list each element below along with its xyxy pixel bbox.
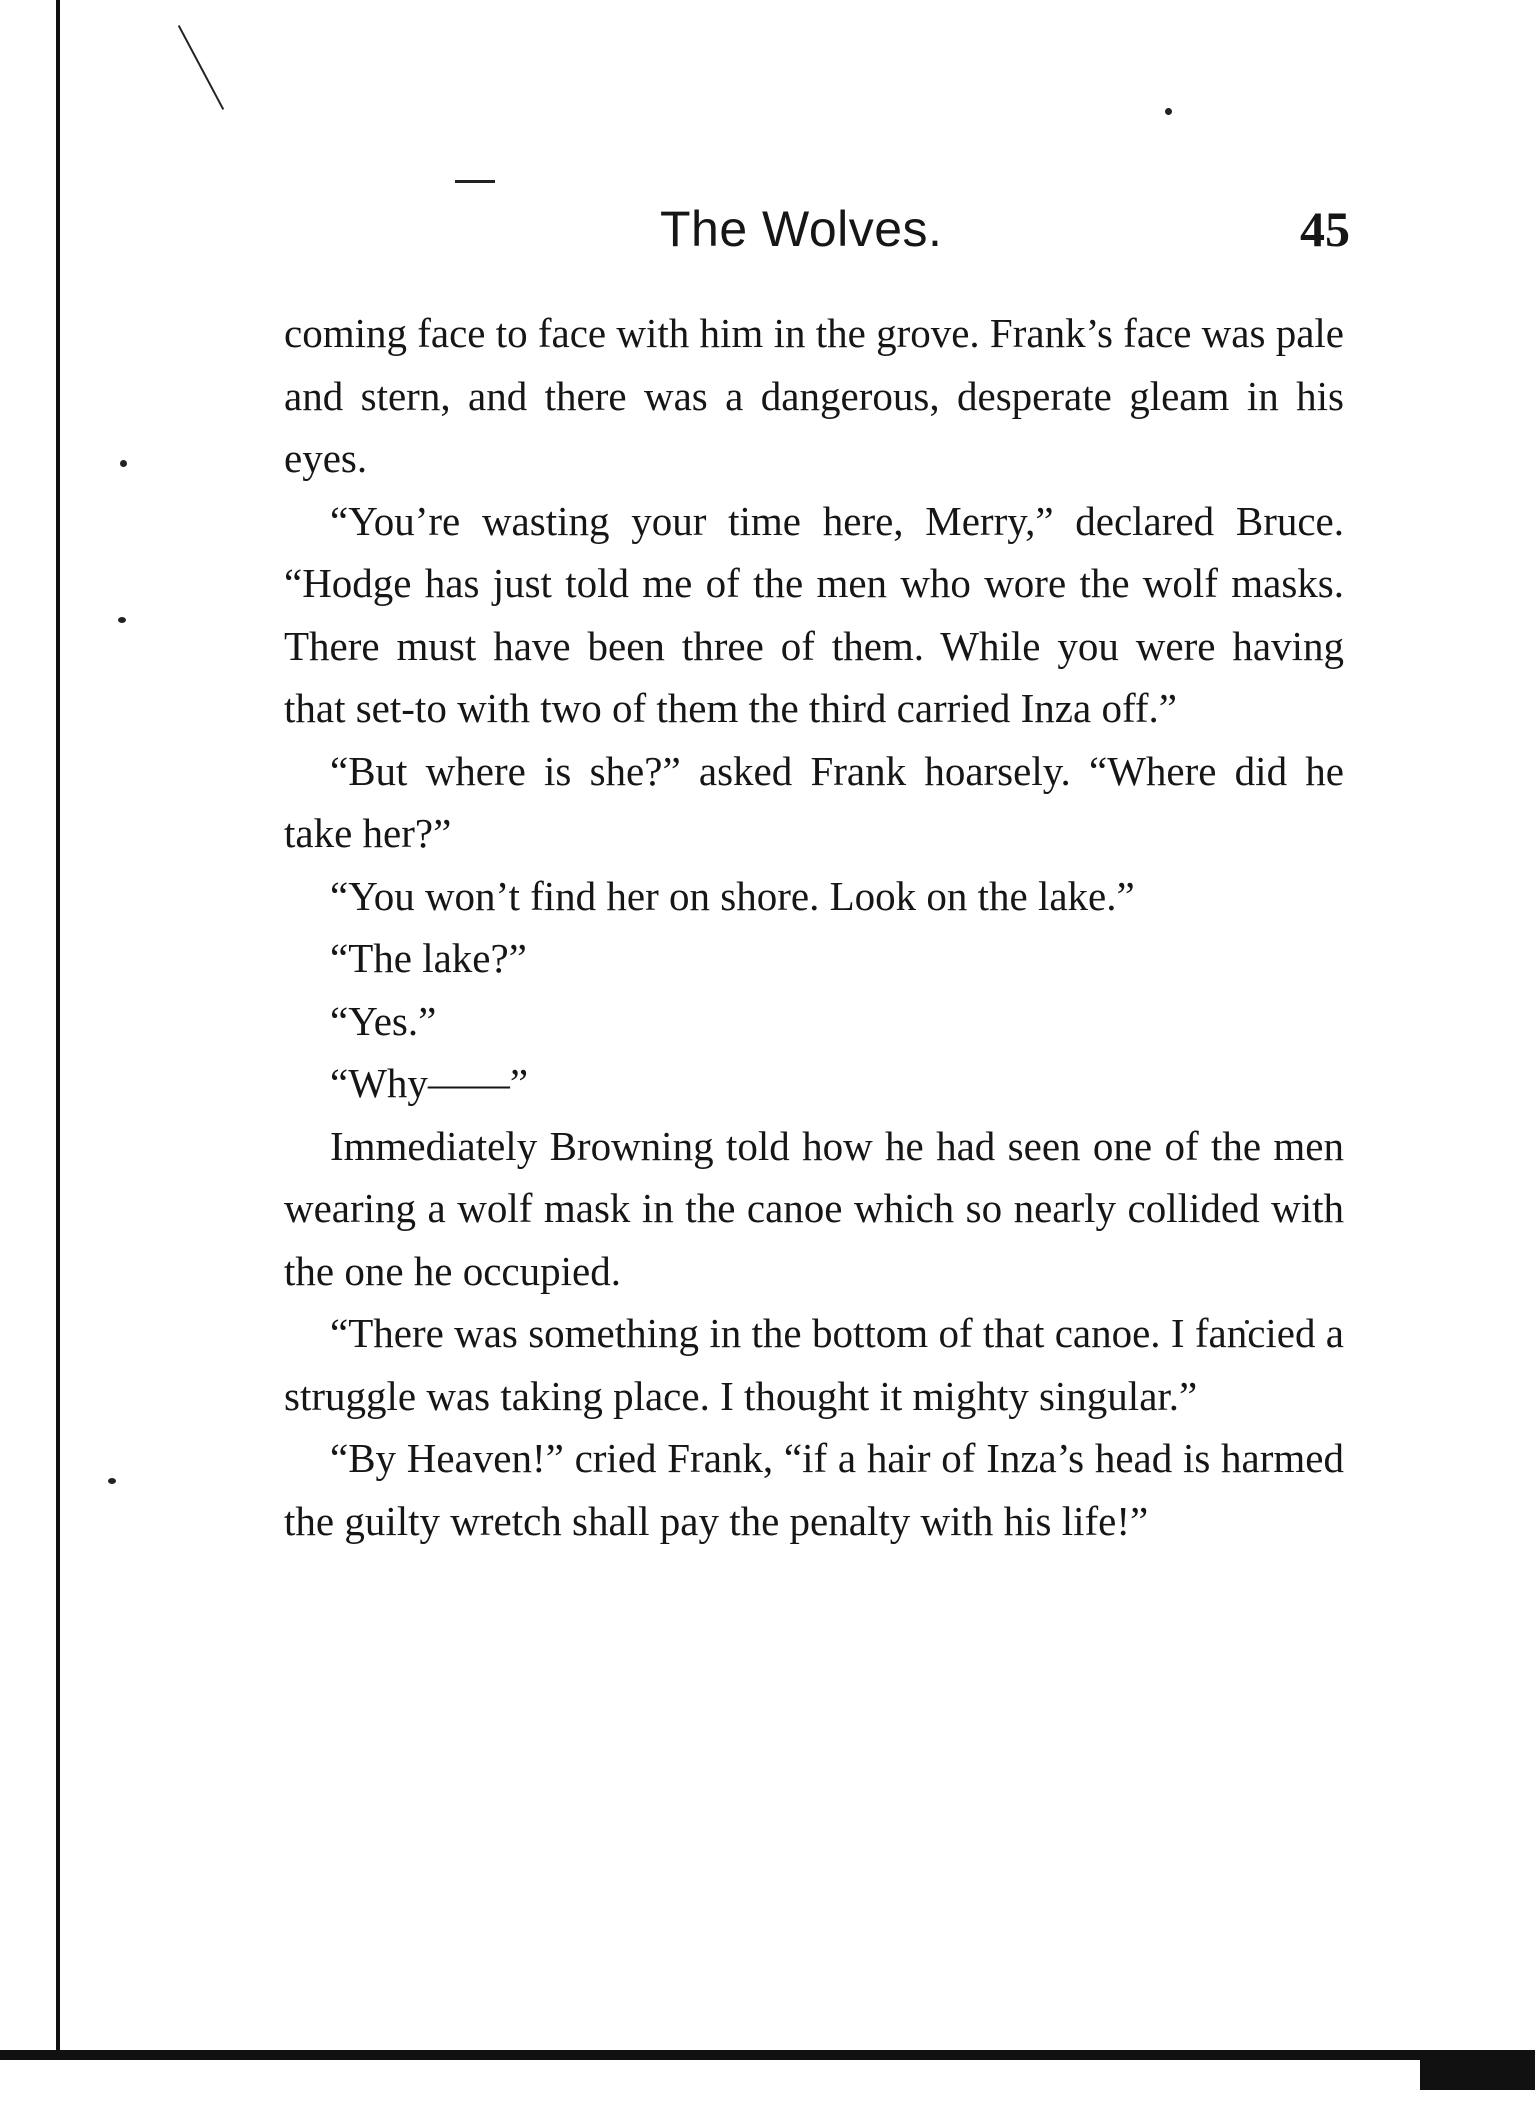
scan-mark (455, 180, 495, 183)
bottom-edge-rule (0, 2050, 1535, 2060)
body-text (284, 302, 1344, 1552)
scan-mark (178, 25, 224, 110)
paragraph: “You’re wasting your time here, Merry,” declared Bruce. “Hodge has just told me of the men who wore the wolf masks. There must have been three of them. While you were having that set-to with two of them the third carried Inza off.” (284, 497, 1344, 731)
paragraph: “There was something in the bottom of that canoe. I fancied a struggle was taking place. I thought it mighty singular.” (284, 1310, 1344, 1419)
chapter-title: The Wolves. (660, 201, 943, 257)
scan-speck (120, 460, 127, 467)
scan-speck (118, 617, 126, 623)
paragraph: “But where is she?” asked Frank hoarsely. “Where did he take her?” (284, 747, 1344, 856)
paragraph: “You won’t find her on shore. Look on the lake.” (330, 872, 1135, 919)
scan-speck (1165, 108, 1172, 115)
bottom-edge-corner (1420, 2060, 1535, 2090)
binding-edge-line (56, 0, 60, 2050)
running-head (290, 200, 1350, 270)
scan-speck (108, 1478, 116, 1484)
paragraph: “By Heaven!” cried Frank, “if a hair of Inza’s head is harmed the guilty wretch shall pay the penalty with his life!” (284, 1435, 1344, 1544)
page-number: 45 (1300, 201, 1350, 257)
paragraph: coming face to face with him in the grove. Frank’s face was pale and stern, and there was a dangerous, desperate gleam in his eyes. (284, 310, 1344, 481)
paragraph: “Why——” (330, 1060, 529, 1106)
paragraph: Immediately Browning told how he had seen one of the men wearing a wolf mask in the canoe which so nearly collided with the one he occupied. (284, 1122, 1344, 1294)
paragraph: “Yes.” (330, 997, 437, 1044)
paragraph: “The lake?” (330, 935, 527, 981)
